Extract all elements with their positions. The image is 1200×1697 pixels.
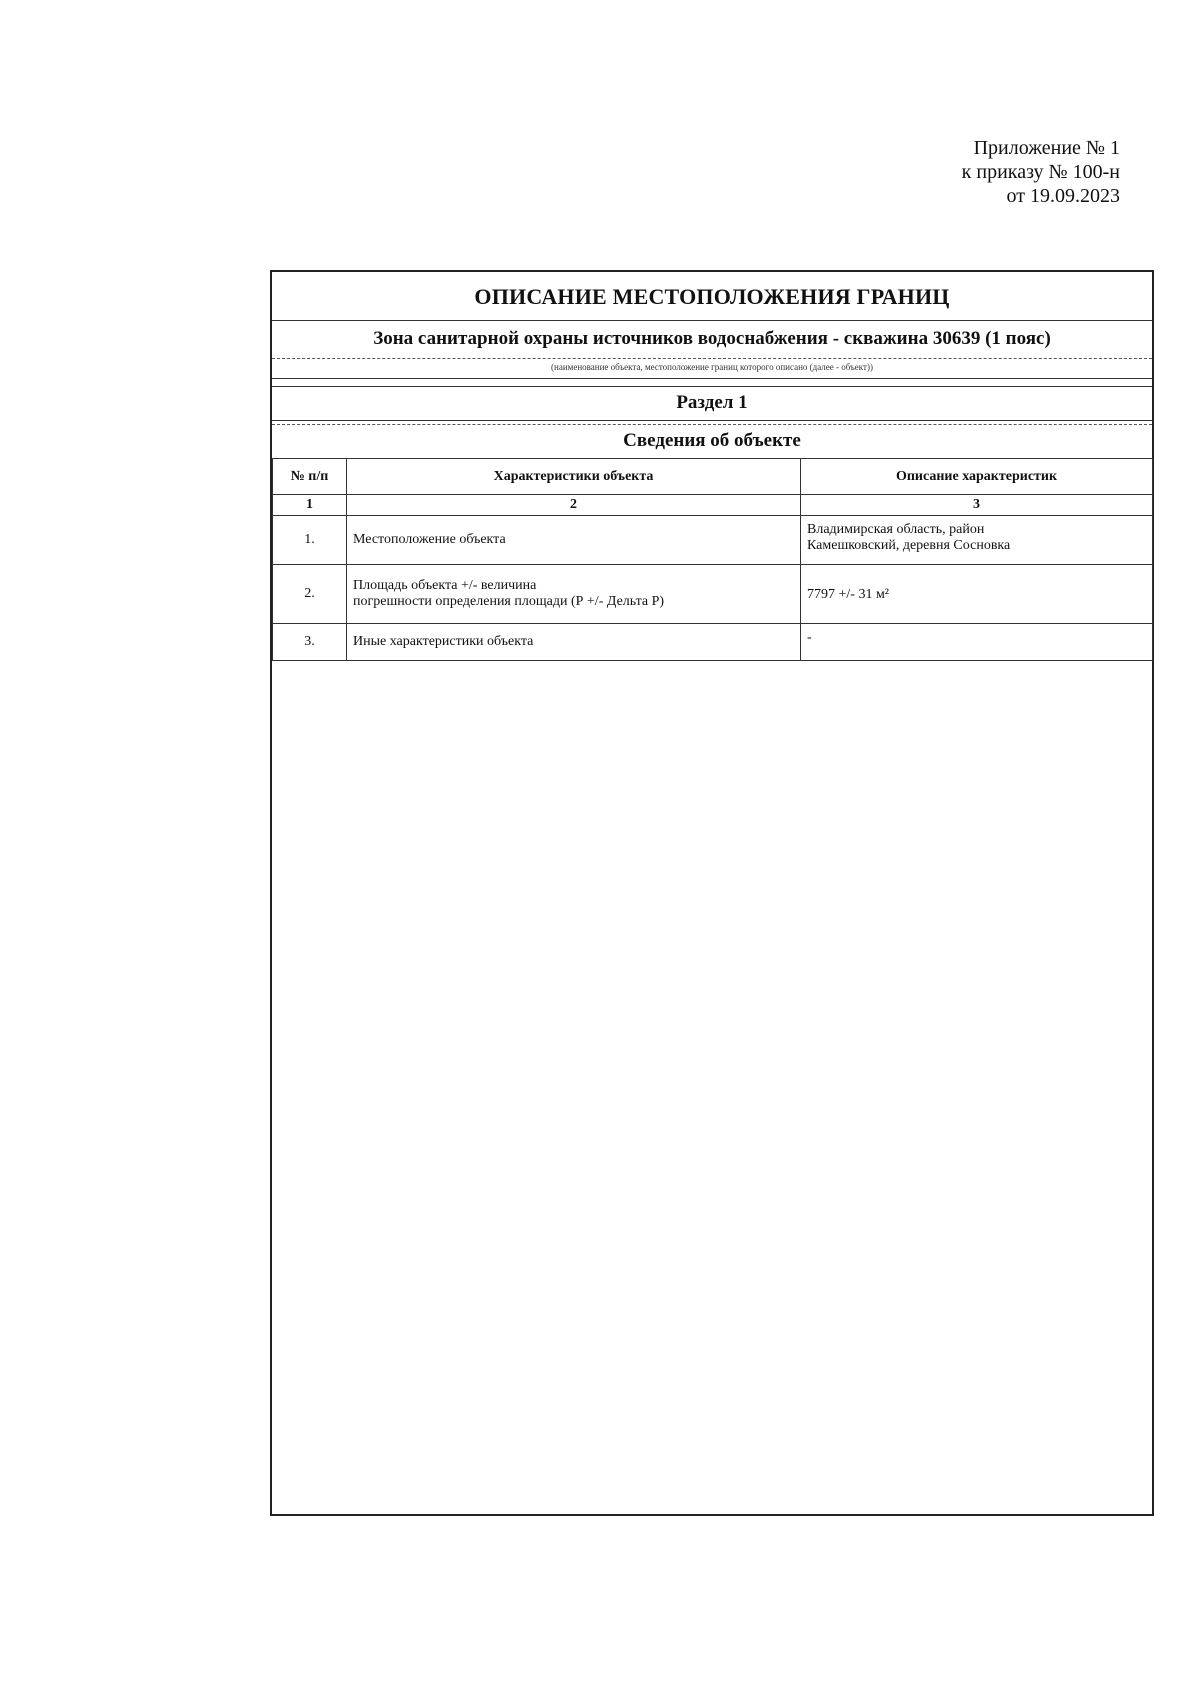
characteristic-line: погрешности определения площади (Р +/- Дельта Р) — [353, 594, 665, 609]
description-line: Владимирская область, район — [807, 522, 985, 537]
row-characteristic: Иные характеристики объекта — [347, 624, 801, 661]
appendix-date: от 19.09.2023 — [1006, 185, 1120, 207]
row-number: 1. — [273, 516, 347, 565]
document-frame — [270, 270, 1154, 1516]
appendix-number: Приложение № 1 — [973, 137, 1120, 159]
divider — [272, 378, 1152, 379]
divider — [272, 386, 1152, 387]
object-name: Зона санитарной охраны источников водоснабжения - скважина 30639 (1 пояс) — [373, 328, 1051, 349]
row-description — [801, 516, 1153, 565]
row-number: 3. — [273, 624, 347, 661]
characteristic-line: Площадь объекта +/- величина — [353, 578, 537, 593]
description-line: Камешковский, деревня Сосновка — [807, 538, 1011, 553]
table-row — [273, 565, 1153, 624]
document-title: ОПИСАНИЕ МЕСТОПОЛОЖЕНИЯ ГРАНИЦ — [474, 284, 950, 309]
section-title: Сведения об объекте — [623, 430, 801, 451]
object-info-table — [272, 458, 1153, 661]
row-characteristic — [347, 565, 801, 624]
header-description: Описание характеристик — [801, 459, 1153, 495]
row-characteristic: Местоположение объекта — [347, 516, 801, 565]
divider — [272, 358, 1152, 359]
column-number-row — [273, 495, 1153, 516]
divider — [272, 424, 1152, 425]
column-number: 3 — [801, 495, 1153, 516]
column-number: 2 — [347, 495, 801, 516]
header-characteristics: Характеристики объекта — [347, 459, 801, 495]
table-row — [273, 516, 1153, 565]
divider — [272, 320, 1152, 321]
table-header-row — [273, 459, 1153, 495]
row-number: 2. — [273, 565, 347, 624]
row-description: 7797 +/- 31 м² — [801, 565, 1153, 624]
row-description: - — [801, 624, 1153, 661]
divider — [272, 420, 1152, 421]
appendix-reference — [962, 136, 1120, 208]
column-number: 1 — [273, 495, 347, 516]
appendix-order: к приказу № 100-н — [961, 161, 1120, 183]
section-label: Раздел 1 — [676, 392, 748, 413]
header-number: № п/п — [273, 459, 347, 495]
object-caption: (наименование объекта, местоположение границ которого описано (далее - объект)) — [551, 362, 873, 372]
table-row — [273, 624, 1153, 661]
